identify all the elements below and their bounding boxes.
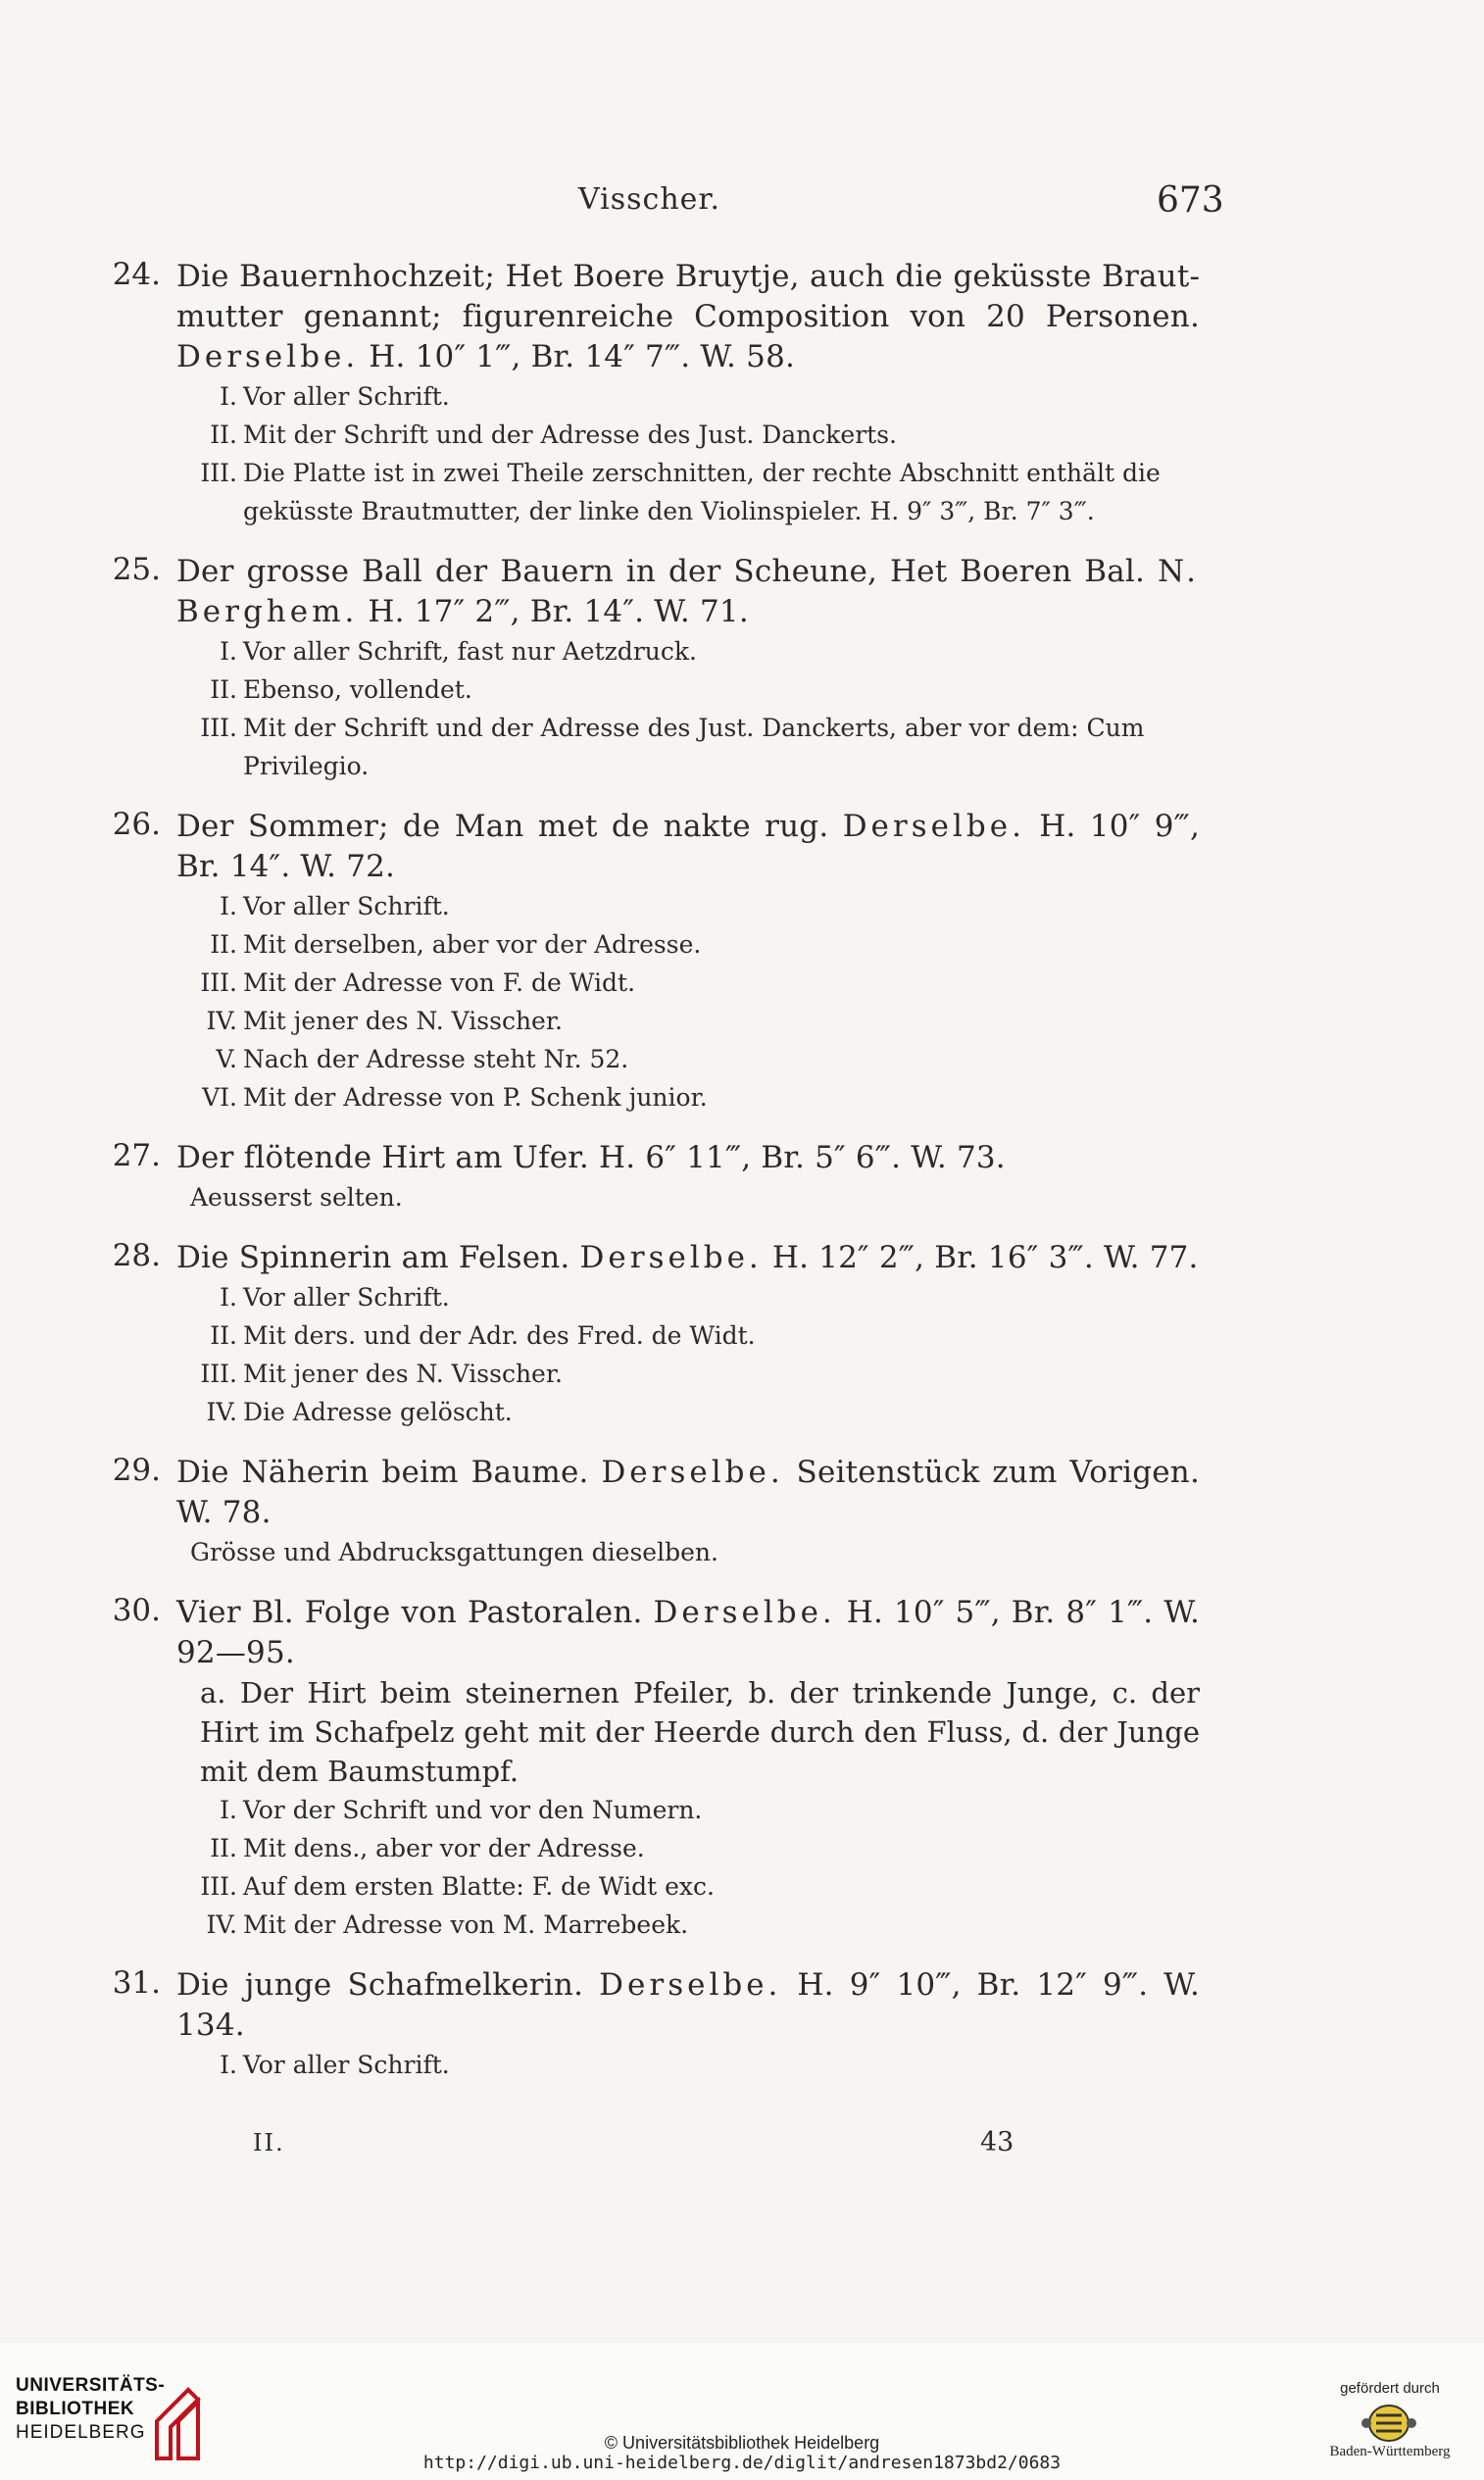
entry-title-text: Der Sommer; de Man met de nakte rug. [176,809,829,844]
state-list [190,887,1200,1116]
entry-title-text: Die Näherin beim Baume. [176,1455,589,1490]
viewer-footer [0,2343,1484,2480]
state-text: Die Platte ist in zwei Theile zerschnitten, der rechte Abschnitt enthält die geküsste Brautmutter, der linke den Violinspieler. H. 9″ 3‴, Br. 7″ 3‴. [243,459,1161,525]
state-text: Vor aller Schrift. [243,892,450,920]
state-text: Mit jener des N. Visscher. [243,1360,563,1388]
entry-artist: Derselbe. [599,1967,782,2003]
entry-note: Grösse und Abdrucksgattungen dieselben. [190,1538,718,1566]
state-numeral: I. [220,382,237,411]
state-list [190,377,1200,530]
state-item [190,964,1200,1002]
catalogue-entry [92,552,1200,785]
state-item [190,416,1200,454]
entry-title-text: Die Spinnerin am Felsen. [176,1240,570,1275]
state-text: Mit derselben, aber vor der Adresse. [243,930,702,959]
state-numeral: IV. [206,1007,237,1035]
state-item [190,1278,1200,1316]
library-name-line3: HEIDELBERG [16,2422,146,2443]
state-text: Mit der Adresse von M. Marrebeek. [243,1910,689,1939]
state-list [190,1791,1200,1944]
state-item [190,1393,1200,1431]
state-numeral: III. [200,1360,237,1388]
catalogue-entry [92,1238,1200,1431]
entry-title [176,1965,1200,2046]
entry-artist: Derselbe. [653,1595,836,1630]
state-text: Die Adresse gelöscht. [243,1398,513,1426]
state-item [190,1316,1200,1355]
state-text: Vor aller Schrift, fast nur Aetzdruck. [243,637,697,666]
state-text: Mit dens., aber vor der Adresse. [243,1834,645,1862]
entry-title-text: Der grosse Ball der Bauern in der Scheune, Het Boeren Bal. [176,554,1146,589]
state-numeral: II. [210,1321,237,1350]
state-numeral: I. [220,892,237,920]
state-numeral: I. [220,1796,237,1824]
entry-number: 31. [112,1965,161,2001]
catalogue-entry [92,1138,1200,1216]
state-list [190,2046,1200,2084]
state-item [190,2046,1200,2084]
permalink-url[interactable]: http://digi.ub.uni-heidelberg.de/diglit/andresen1873bd2/0683 [422,2453,1062,2473]
state-text: Vor der Schrift und vor den Numern. [243,1796,703,1824]
entry-dimensions: Seitenstück zum Vorigen. W. 78. [176,1455,1201,1530]
state-text: Mit der Schrift und der Adresse des Just. Danckerts, aber vor dem: Cum Privilegio. [243,714,1145,780]
state-text: Mit ders. und der Adr. des Fred. de Widt. [243,1321,756,1350]
state-item [190,1867,1200,1906]
entry-number: 25. [112,552,161,587]
state-numeral: I. [220,1283,237,1312]
catalogue-entry [92,1453,1200,1571]
state-item [190,1829,1200,1867]
state-text: Vor aller Schrift. [243,1283,450,1312]
entry-title [176,552,1200,632]
state-text: Nach der Adresse steht Nr. 52. [243,1045,629,1073]
state-item [190,454,1200,530]
copyright-notice: © Universitätsbibliothek Heidelberg [604,2433,880,2453]
catalogue-entry [92,1965,1200,2084]
entry-artist: N. Berghem. [176,554,1200,629]
state-list [190,1278,1200,1431]
state-numeral: III. [200,1872,237,1901]
entry-number: 26. [112,807,161,842]
state-numeral: IV. [206,1910,237,1939]
state-numeral: III. [200,459,237,487]
entry-dimensions: H. 10″ 9‴, Br. 14″. W. 72. [176,809,1201,884]
entry-dimensions: H. 17″ 2‴, Br. 14″. W. 71. [358,594,749,629]
state-text: Vor aller Schrift. [243,382,450,411]
state-numeral: II. [210,421,237,449]
state-text: Auf dem ersten Blatte: F. de Widt exc. [243,1872,715,1901]
state-item [190,925,1200,964]
state-item [190,1040,1200,1078]
entry-title-text: Der flötende Hirt am Ufer. H. 6″ 11‴, Br. 5″ 6‴. W. 73. [176,1140,1006,1175]
state-numeral: V. [216,1045,237,1073]
state-numeral: III. [200,968,237,997]
state-item [190,632,1200,670]
running-header: Visscher. [578,182,720,217]
entry-number: 30. [112,1593,161,1628]
state-numeral: II. [210,675,237,704]
state-item [190,1002,1200,1040]
state-numeral: I. [220,637,237,666]
entry-title [176,807,1200,887]
page-number: 673 [1157,180,1224,221]
state-text: Mit der Adresse von F. de Widt. [243,968,636,997]
entry-dimensions: H. 12″ 2‴, Br. 16″ 3‴. W. 77. [762,1240,1199,1275]
state-item [190,1791,1200,1829]
coat-of-arms-icon [1360,2402,1417,2445]
entry-number: 27. [112,1138,161,1173]
state-numeral: II. [210,930,237,959]
state-numeral: I. [220,2051,237,2079]
state-text: Ebenso, vollendet. [243,675,472,704]
library-name-line1: UNIVERSITÄTS- [16,2375,166,2396]
state-list [190,632,1200,785]
catalogue-entry [92,807,1200,1116]
entry-artist: Derselbe. [579,1240,763,1275]
entry-title [176,1593,1200,1673]
entry-dimensions: H. 10″ 5‴, Br. 8″ 1‴. W. 92—95. [176,1595,1201,1670]
entry-note: Aeusserst selten. [190,1183,403,1212]
entry-subitems: a. Der Hirt beim steinernen Pfeiler, b. der trinkende Junge, c. der Hirt im Schafpelz geht mit der Heerde durch den Fluss, d. der Junge mit dem Baumstumpf. [200,1676,1200,1788]
entry-title [176,1453,1200,1533]
entry-number: 28. [112,1238,161,1273]
entry-number: 24. [112,257,161,292]
entry-number: 29. [112,1453,161,1488]
entry-artist: Derselbe. [176,339,360,374]
entry-artist: Derselbe. [601,1455,784,1490]
state-text: Mit der Adresse von P. Schenk junior. [243,1083,708,1112]
entry-title [176,1138,1200,1178]
entry-dimensions: H. 10″ 1‴, Br. 14″ 7‴. W. 58. [359,339,796,374]
state-item [190,1906,1200,1944]
catalogue-entry [92,257,1200,530]
catalogue-entry [92,1593,1200,1944]
state-numeral: VI. [202,1083,237,1112]
entry-title-text: Die Bauernhochzeit; Het Boere Bruytje, auch die geküsste Brautmutter genannt; figurenreiche Composition von 20 Personen. [176,259,1200,334]
funded-by-label: gefördert durch [1340,2380,1440,2397]
signature-number: 43 [980,2127,1014,2158]
entry-dimensions: H. 9″ 10‴, Br. 12″ 9‴. W. 134. [176,1967,1201,2043]
state-item [190,1078,1200,1116]
state-item [190,377,1200,416]
entry-title-text: Die junge Schafmelkerin. [176,1967,584,2003]
signature-mark: II. [253,2129,285,2157]
funder-logo[interactable] [1321,2380,1459,2460]
state-text: Vor aller Schrift. [243,2051,450,2079]
state-item [190,1355,1200,1393]
funder-name: Baden-Württemberg [1329,2444,1451,2459]
state-numeral: III. [200,714,237,742]
entry-title [176,257,1200,377]
entry-title [176,1238,1200,1278]
library-name-line2: BIBLIOTHEK [16,2399,135,2419]
entry-title-text: Vier Bl. Folge von Pastoralen. [176,1595,643,1630]
state-numeral: II. [210,1834,237,1862]
catalogue-entries [92,257,1200,2106]
state-item [190,887,1200,925]
state-item [190,709,1200,785]
state-item [190,670,1200,709]
entry-artist: Derselbe. [842,809,1025,844]
state-text: Mit der Schrift und der Adresse des Just. Danckerts. [243,421,897,449]
state-numeral: IV. [206,1398,237,1426]
state-text: Mit jener des N. Visscher. [243,1007,563,1035]
